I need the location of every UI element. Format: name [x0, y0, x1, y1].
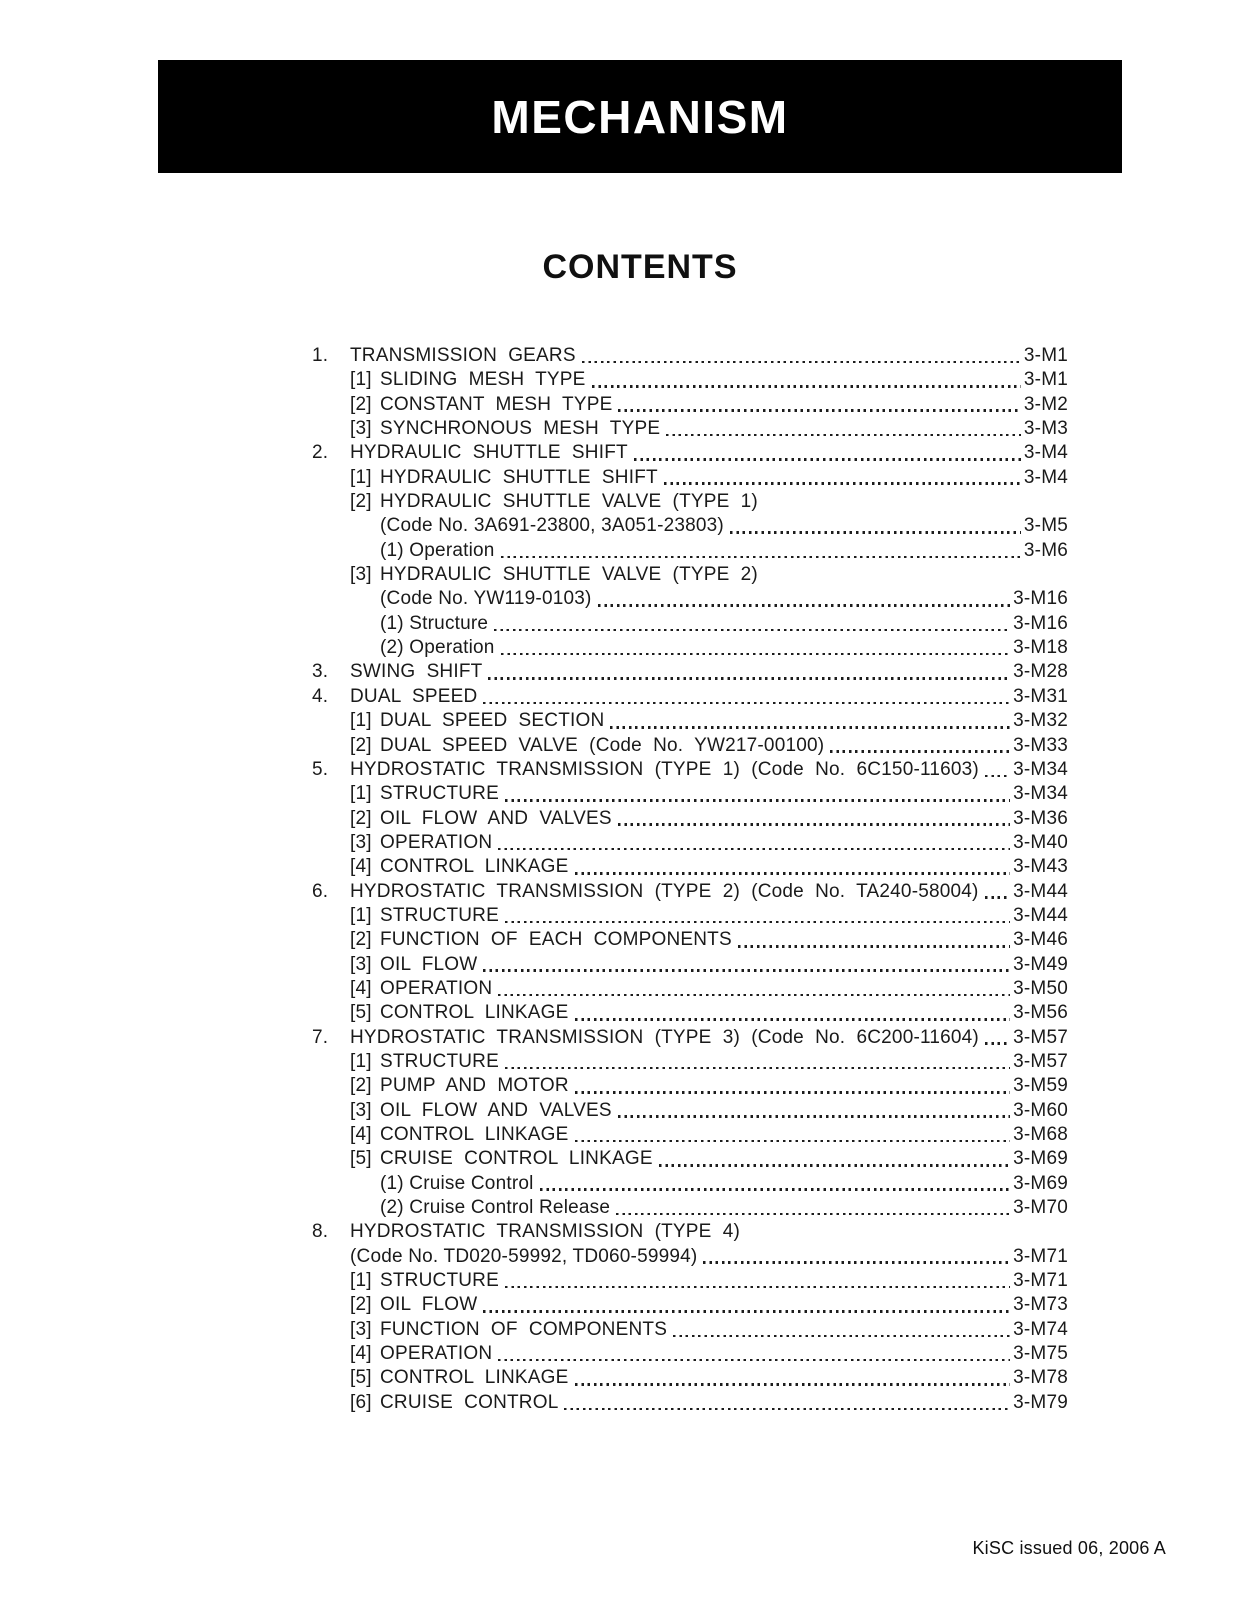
- toc-row: [312, 1001, 1068, 1025]
- toc-item-label: SLIDING MESH TYPE: [380, 369, 586, 391]
- toc-item-label: STRUCTURE: [380, 904, 499, 926]
- toc-row: [312, 1220, 1068, 1244]
- toc-page-number: 3-M6: [1023, 539, 1068, 561]
- toc-item-marker: 8.: [312, 1221, 329, 1243]
- toc-row: [312, 734, 1068, 758]
- toc-page-number: 3-M1: [1023, 345, 1068, 366]
- toc-leader-dots: [616, 1213, 1010, 1216]
- toc-item-marker: [3]: [350, 831, 372, 853]
- banner-title: MECHANISM: [491, 90, 789, 143]
- toc-item-marker: [5]: [350, 1002, 372, 1024]
- toc-item-marker: 7.: [312, 1026, 329, 1048]
- toc-page-number: 3-M33: [1013, 734, 1068, 756]
- toc-item-label: OIL FLOW AND VALVES: [380, 807, 612, 829]
- toc-item-label: HYDROSTATIC TRANSMISSION (TYPE 4): [350, 1221, 741, 1243]
- toc-item-marker: [3]: [350, 1318, 372, 1340]
- toc-row: [312, 441, 1068, 465]
- toc-item-label: FUNCTION OF EACH COMPONENTS: [380, 929, 732, 951]
- toc-item-marker: [3]: [350, 953, 372, 975]
- toc-page-number: 3-M32: [1013, 710, 1068, 732]
- toc-page-number: 3-M75: [1013, 1343, 1068, 1365]
- toc-row: [312, 1123, 1068, 1147]
- toc-item-marker: [5]: [350, 1367, 372, 1389]
- toc-row: [312, 417, 1068, 441]
- toc-item-marker: [2]: [350, 734, 372, 756]
- toc-item-label: STRUCTURE: [380, 1050, 499, 1072]
- toc-leader-dots: [703, 1261, 1010, 1264]
- toc-row: [312, 1026, 1068, 1050]
- toc-row: [312, 1269, 1068, 1293]
- toc-row: [312, 953, 1068, 977]
- toc-item-label: PUMP AND MOTOR: [380, 1075, 569, 1097]
- toc-item-label: HYDROSTATIC TRANSMISSION (TYPE 1) (Code No. 6C150-11603): [350, 758, 979, 780]
- toc-row: [312, 1245, 1068, 1269]
- toc-page-number: 3-M50: [1013, 977, 1068, 999]
- toc-row: [312, 807, 1068, 831]
- toc-row: [312, 709, 1068, 733]
- toc-leader-dots: [498, 1359, 1010, 1362]
- toc-leader-dots: [483, 1310, 1010, 1313]
- toc-leader-dots: [673, 1335, 1010, 1338]
- toc-item-marker: [1]: [350, 1050, 372, 1072]
- toc-item-label: DUAL SPEED VALVE (Code No. YW217-00100): [380, 734, 825, 756]
- toc-row: [312, 1099, 1068, 1123]
- toc-page-number: 3-M60: [1013, 1099, 1068, 1121]
- toc-leader-dots: [582, 361, 1021, 364]
- toc-item-marker: 2.: [312, 442, 329, 464]
- toc-leader-dots: [501, 653, 1011, 656]
- toc-leader-dots: [505, 799, 1010, 802]
- toc-leader-dots: [634, 458, 1021, 461]
- toc-leader-dots: [830, 750, 1010, 753]
- toc-leader-dots: [738, 945, 1010, 948]
- toc-row: [312, 1366, 1068, 1390]
- toc-page-number: 3-M46: [1013, 929, 1068, 951]
- toc-page-number: 3-M71: [1013, 1270, 1068, 1292]
- toc-page-number: 3-M16: [1013, 612, 1068, 634]
- toc-leader-dots: [985, 775, 1010, 778]
- toc-item-label: HYDRAULIC SHUTTLE SHIFT: [380, 466, 658, 488]
- toc-page-number: 3-M2: [1023, 393, 1068, 415]
- contents-heading: CONTENTS: [542, 248, 738, 286]
- toc-page-number: 3-M3: [1023, 418, 1068, 440]
- toc-row: [312, 612, 1068, 636]
- toc-item-label: OIL FLOW: [380, 1294, 478, 1316]
- toc-row: [312, 1172, 1068, 1196]
- toc-item-marker: [4]: [350, 977, 372, 999]
- toc-item-label: HYDROSTATIC TRANSMISSION (TYPE 3) (Code No. 6C200-11604): [350, 1026, 979, 1048]
- toc-leader-dots: [483, 702, 1010, 705]
- toc-leader-dots: [564, 1408, 1010, 1411]
- toc-page-number: 3-M4: [1023, 466, 1068, 488]
- toc-leader-dots: [592, 385, 1021, 388]
- toc-leader-dots: [505, 1067, 1010, 1070]
- toc-row: [312, 831, 1068, 855]
- toc-item-label: CONTROL LINKAGE: [380, 1002, 569, 1024]
- toc-item-marker: [3]: [350, 564, 372, 586]
- toc-page-number: 3-M74: [1013, 1318, 1068, 1340]
- toc-page-number: 3-M40: [1013, 831, 1068, 853]
- toc-item-label: (Code No. YW119-0103): [380, 588, 592, 610]
- toc-item-marker: [4]: [350, 1343, 372, 1365]
- toc-item-label: (1) Structure: [380, 612, 489, 634]
- toc-page-number: 3-M49: [1013, 953, 1068, 975]
- toc-row: [312, 563, 1068, 587]
- toc-item-label: (Code No. TD020-59992, TD060-59994): [350, 1245, 698, 1267]
- toc-leader-dots: [505, 921, 1010, 924]
- toc-row: [312, 1293, 1068, 1317]
- footer-issue-note: KiSC issued 06, 2006 A: [972, 1538, 1166, 1558]
- toc-page-number: 3-M57: [1013, 1050, 1068, 1072]
- toc-leader-dots: [505, 1286, 1010, 1289]
- toc-item-marker: [2]: [350, 807, 372, 829]
- toc-item-label: (2) Cruise Control Release: [380, 1197, 611, 1219]
- toc-leader-dots: [575, 1018, 1011, 1021]
- toc-item-label: OPERATION: [380, 1343, 493, 1365]
- toc-leader-dots: [664, 482, 1021, 485]
- toc-row: [312, 1196, 1068, 1220]
- toc-leader-dots: [494, 629, 1010, 632]
- toc-item-label: CONTROL LINKAGE: [380, 1124, 569, 1145]
- toc-item-marker: [2]: [350, 1294, 372, 1316]
- toc-leader-dots: [618, 823, 1010, 826]
- toc-row: [312, 928, 1068, 952]
- toc-page-number: 3-M36: [1013, 807, 1068, 829]
- toc-leader-dots: [540, 1188, 1011, 1191]
- toc-item-marker: 6.: [312, 880, 329, 902]
- toc-item-marker: 5.: [312, 758, 329, 780]
- toc-item-marker: [1]: [350, 466, 372, 488]
- toc-item-label: DUAL SPEED: [350, 685, 478, 707]
- toc-item-label: SYNCHRONOUS MESH TYPE: [380, 418, 661, 440]
- toc-row: [312, 758, 1068, 782]
- toc-item-label: CONTROL LINKAGE: [380, 856, 569, 878]
- toc-item-marker: [4]: [350, 1124, 372, 1145]
- toc-leader-dots: [498, 994, 1010, 997]
- toc-leader-dots: [483, 969, 1010, 972]
- toc-page-number: 3-M16: [1013, 588, 1068, 610]
- toc-item-label: CRUISE CONTROL LINKAGE: [380, 1148, 653, 1170]
- toc-item-label: (2) Operation: [380, 637, 495, 659]
- toc-page-number: 3-M57: [1013, 1026, 1068, 1048]
- toc-item-marker: [4]: [350, 856, 372, 878]
- toc-page-number: 3-M70: [1013, 1197, 1068, 1219]
- toc-item-label: (Code No. 3A691-23800, 3A051-23803): [380, 515, 724, 537]
- toc-page-number: 3-M79: [1013, 1391, 1068, 1413]
- toc-item-marker: [1]: [350, 1270, 372, 1292]
- toc-page-number: 3-M28: [1013, 661, 1068, 683]
- section-banner: [158, 60, 1122, 173]
- toc-item-label: (1) Operation: [380, 539, 495, 561]
- toc-item-label: FUNCTION OF COMPONENTS: [380, 1318, 668, 1340]
- toc-row: [312, 685, 1068, 709]
- toc-row: [312, 466, 1068, 490]
- toc-item-label: SWING SHIFT: [350, 661, 483, 683]
- toc-row: [312, 514, 1068, 538]
- toc-leader-dots: [985, 1042, 1010, 1045]
- toc-item-label: STRUCTURE: [380, 1270, 499, 1292]
- toc-row: [312, 904, 1068, 928]
- toc-page-number: 3-M44: [1013, 880, 1068, 902]
- toc-leader-dots: [598, 604, 1011, 607]
- toc-item-label: HYDRAULIC SHUTTLE SHIFT: [350, 442, 628, 464]
- toc-item-label: OPERATION: [380, 977, 493, 999]
- toc-row: [312, 1074, 1068, 1098]
- toc-item-marker: [5]: [350, 1148, 372, 1170]
- toc-item-label: OIL FLOW AND VALVES: [380, 1099, 612, 1121]
- toc-leader-dots: [575, 1091, 1010, 1094]
- toc-page-number: 3-M34: [1013, 783, 1068, 805]
- toc-item-label: DUAL SPEED SECTION: [380, 710, 605, 732]
- toc-item-marker: [2]: [350, 491, 372, 513]
- toc-leader-dots: [498, 848, 1010, 851]
- toc-item-marker: [2]: [350, 393, 372, 415]
- toc-leader-dots: [501, 556, 1021, 559]
- toc-row: [312, 1318, 1068, 1342]
- toc-item-label: CRUISE CONTROL: [380, 1391, 559, 1413]
- toc-page-number: 3-M44: [1013, 904, 1068, 926]
- toc-item-marker: [2]: [350, 1075, 372, 1097]
- toc-leader-dots: [659, 1164, 1010, 1167]
- table-of-contents: [312, 344, 1068, 1415]
- toc-item-marker: 1.: [312, 345, 329, 366]
- toc-row: [312, 490, 1068, 514]
- toc-leader-dots: [575, 1383, 1011, 1386]
- toc-row: [312, 1147, 1068, 1171]
- toc-item-marker: [6]: [350, 1391, 372, 1413]
- toc-page-number: 3-M71: [1013, 1245, 1068, 1267]
- toc-item-label: TRANSMISSION GEARS: [350, 345, 576, 366]
- toc-item-marker: [1]: [350, 904, 372, 926]
- toc-page-number: 3-M43: [1013, 856, 1068, 878]
- toc-item-marker: 4.: [312, 685, 329, 707]
- toc-page-number: 3-M69: [1013, 1148, 1068, 1170]
- toc-page-number: 3-M56: [1013, 1002, 1068, 1024]
- toc-item-label: STRUCTURE: [380, 783, 499, 805]
- toc-row: [312, 880, 1068, 904]
- toc-leader-dots: [985, 896, 1011, 899]
- toc-item-label: HYDROSTATIC TRANSMISSION (TYPE 2) (Code No. TA240-58004): [350, 880, 979, 902]
- toc-row: [312, 587, 1068, 611]
- toc-item-marker: [3]: [350, 418, 372, 440]
- toc-item-marker: [2]: [350, 929, 372, 951]
- toc-row: [312, 977, 1068, 1001]
- toc-page-number: 3-M1: [1023, 369, 1068, 391]
- toc-leader-dots: [575, 1140, 1011, 1143]
- toc-item-label: OPERATION: [380, 831, 493, 853]
- toc-page-number: 3-M4: [1023, 442, 1068, 464]
- toc-page-number: 3-M34: [1013, 758, 1068, 780]
- toc-row: [312, 393, 1068, 417]
- toc-page-number: 3-M5: [1023, 515, 1068, 537]
- toc-row: [312, 1391, 1068, 1415]
- toc-item-marker: [1]: [350, 783, 372, 805]
- toc-page-number: 3-M18: [1013, 637, 1068, 659]
- toc-item-marker: [1]: [350, 369, 372, 391]
- toc-item-marker: 3.: [312, 661, 329, 683]
- toc-row: [312, 855, 1068, 879]
- toc-row: [312, 539, 1068, 563]
- toc-row: [312, 344, 1068, 368]
- toc-leader-dots: [575, 872, 1011, 875]
- toc-item-label: CONTROL LINKAGE: [380, 1367, 569, 1389]
- toc-item-label: HYDRAULIC SHUTTLE VALVE (TYPE 2): [380, 564, 758, 586]
- toc-row: [312, 636, 1068, 660]
- toc-item-label: OIL FLOW: [380, 953, 478, 975]
- toc-leader-dots: [610, 726, 1010, 729]
- toc-item-label: (1) Cruise Control: [380, 1172, 534, 1194]
- toc-leader-dots: [666, 434, 1021, 437]
- toc-row: [312, 782, 1068, 806]
- toc-item-label: CONSTANT MESH TYPE: [380, 393, 613, 415]
- toc-row: [312, 660, 1068, 684]
- toc-leader-dots: [730, 531, 1021, 534]
- toc-page-number: 3-M31: [1013, 685, 1068, 707]
- toc-leader-dots: [488, 677, 1010, 680]
- toc-item-marker: [1]: [350, 710, 372, 732]
- toc-page-number: 3-M59: [1013, 1075, 1068, 1097]
- toc-page-number: 3-M68: [1013, 1124, 1068, 1145]
- toc-item-label: HYDRAULIC SHUTTLE VALVE (TYPE 1): [380, 491, 758, 513]
- toc-row: [312, 368, 1068, 392]
- toc-leader-dots: [618, 409, 1020, 412]
- toc-page-number: 3-M78: [1013, 1367, 1068, 1389]
- toc-page-number: 3-M69: [1013, 1172, 1068, 1194]
- toc-item-marker: [3]: [350, 1099, 372, 1121]
- toc-leader-dots: [618, 1115, 1010, 1118]
- toc-page-number: 3-M73: [1013, 1294, 1068, 1316]
- toc-row: [312, 1342, 1068, 1366]
- toc-row: [312, 1050, 1068, 1074]
